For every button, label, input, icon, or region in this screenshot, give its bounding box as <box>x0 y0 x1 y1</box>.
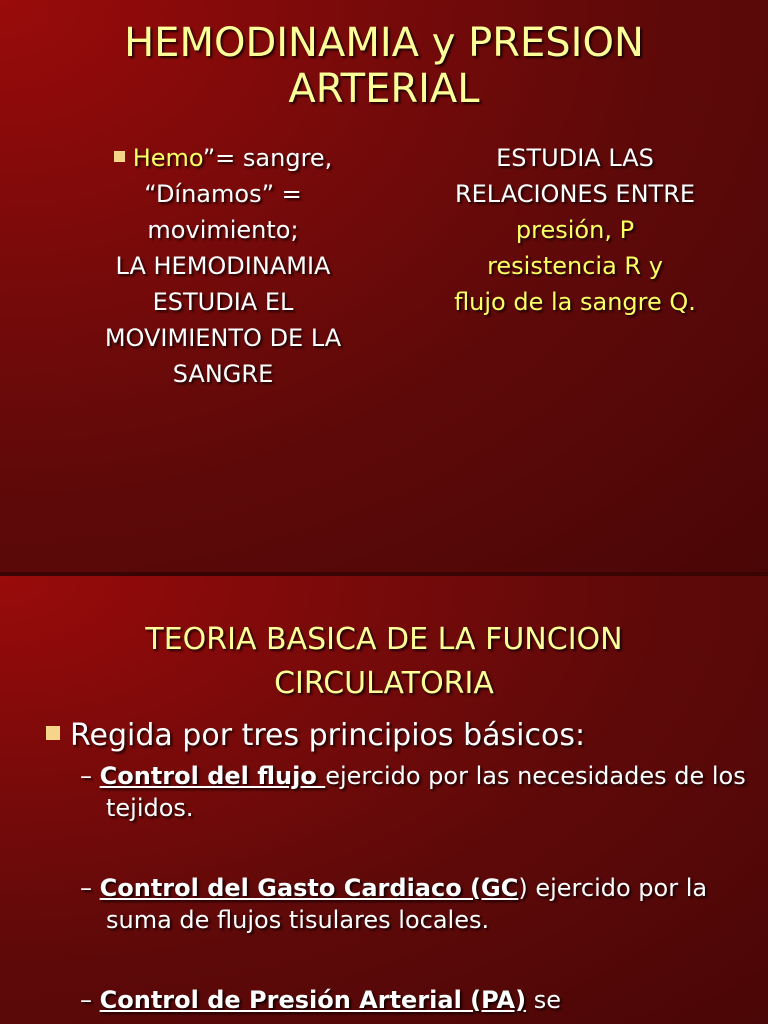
principle-heading: Control del flujo <box>99 762 326 790</box>
slide-2-title: TEORIA BASICA DE LA FUNCION CIRCULATORIA <box>145 622 623 701</box>
relations-line-1: ESTUDIA LAS <box>496 144 654 172</box>
definition-line-6: MOVIMIENTO DE LA <box>104 324 342 352</box>
slide-1-title: HEMODINAMIA y PRESION ARTERIAL <box>124 20 644 112</box>
definition-text: ”= sangre, <box>202 144 333 172</box>
principle-description: se <box>526 986 561 1014</box>
principle-description: ejercido por las necesidades de los tejidos. <box>106 762 746 822</box>
definition-line-2: “Dínamos” = <box>144 180 302 208</box>
square-bullet-icon <box>46 726 60 740</box>
principles-bullet <box>46 716 746 756</box>
principle-heading: Control de Presión Arterial (PA) <box>99 986 527 1014</box>
relations-line-5: flujo de la sangre Q. <box>454 288 696 316</box>
relations-text <box>420 140 730 320</box>
principle-heading: Control del Gasto Cardiaco (GC <box>99 874 519 902</box>
principle-item <box>80 984 766 1016</box>
slide-2 <box>0 576 768 1024</box>
dash-marker: – <box>80 762 100 790</box>
definition-line-7: SANGRE <box>172 360 274 388</box>
square-bullet-icon <box>114 151 125 162</box>
principle-item <box>80 760 766 824</box>
relations-line-3: presión, P <box>515 216 635 244</box>
principle-item <box>80 872 766 936</box>
hemo-word: Hemo <box>132 144 203 172</box>
definition-line-3: movimiento; <box>147 216 299 244</box>
definition-line-5: ESTUDIA EL <box>152 288 294 316</box>
relations-line-4: resistencia R y <box>487 252 663 280</box>
definition-line-1 <box>78 140 368 176</box>
dash-marker: – <box>80 874 100 902</box>
principle-description: ) ejercido por la suma de flujos tisulares locales. <box>106 874 708 934</box>
relations-line-2: RELACIONES ENTRE <box>454 180 696 208</box>
principles-text: Regida por tres principios básicos: <box>70 718 586 753</box>
dash-marker: – <box>80 986 100 1014</box>
definition-line-4: LA HEMODINAMIA <box>115 252 331 280</box>
hemo-definition <box>78 140 368 392</box>
